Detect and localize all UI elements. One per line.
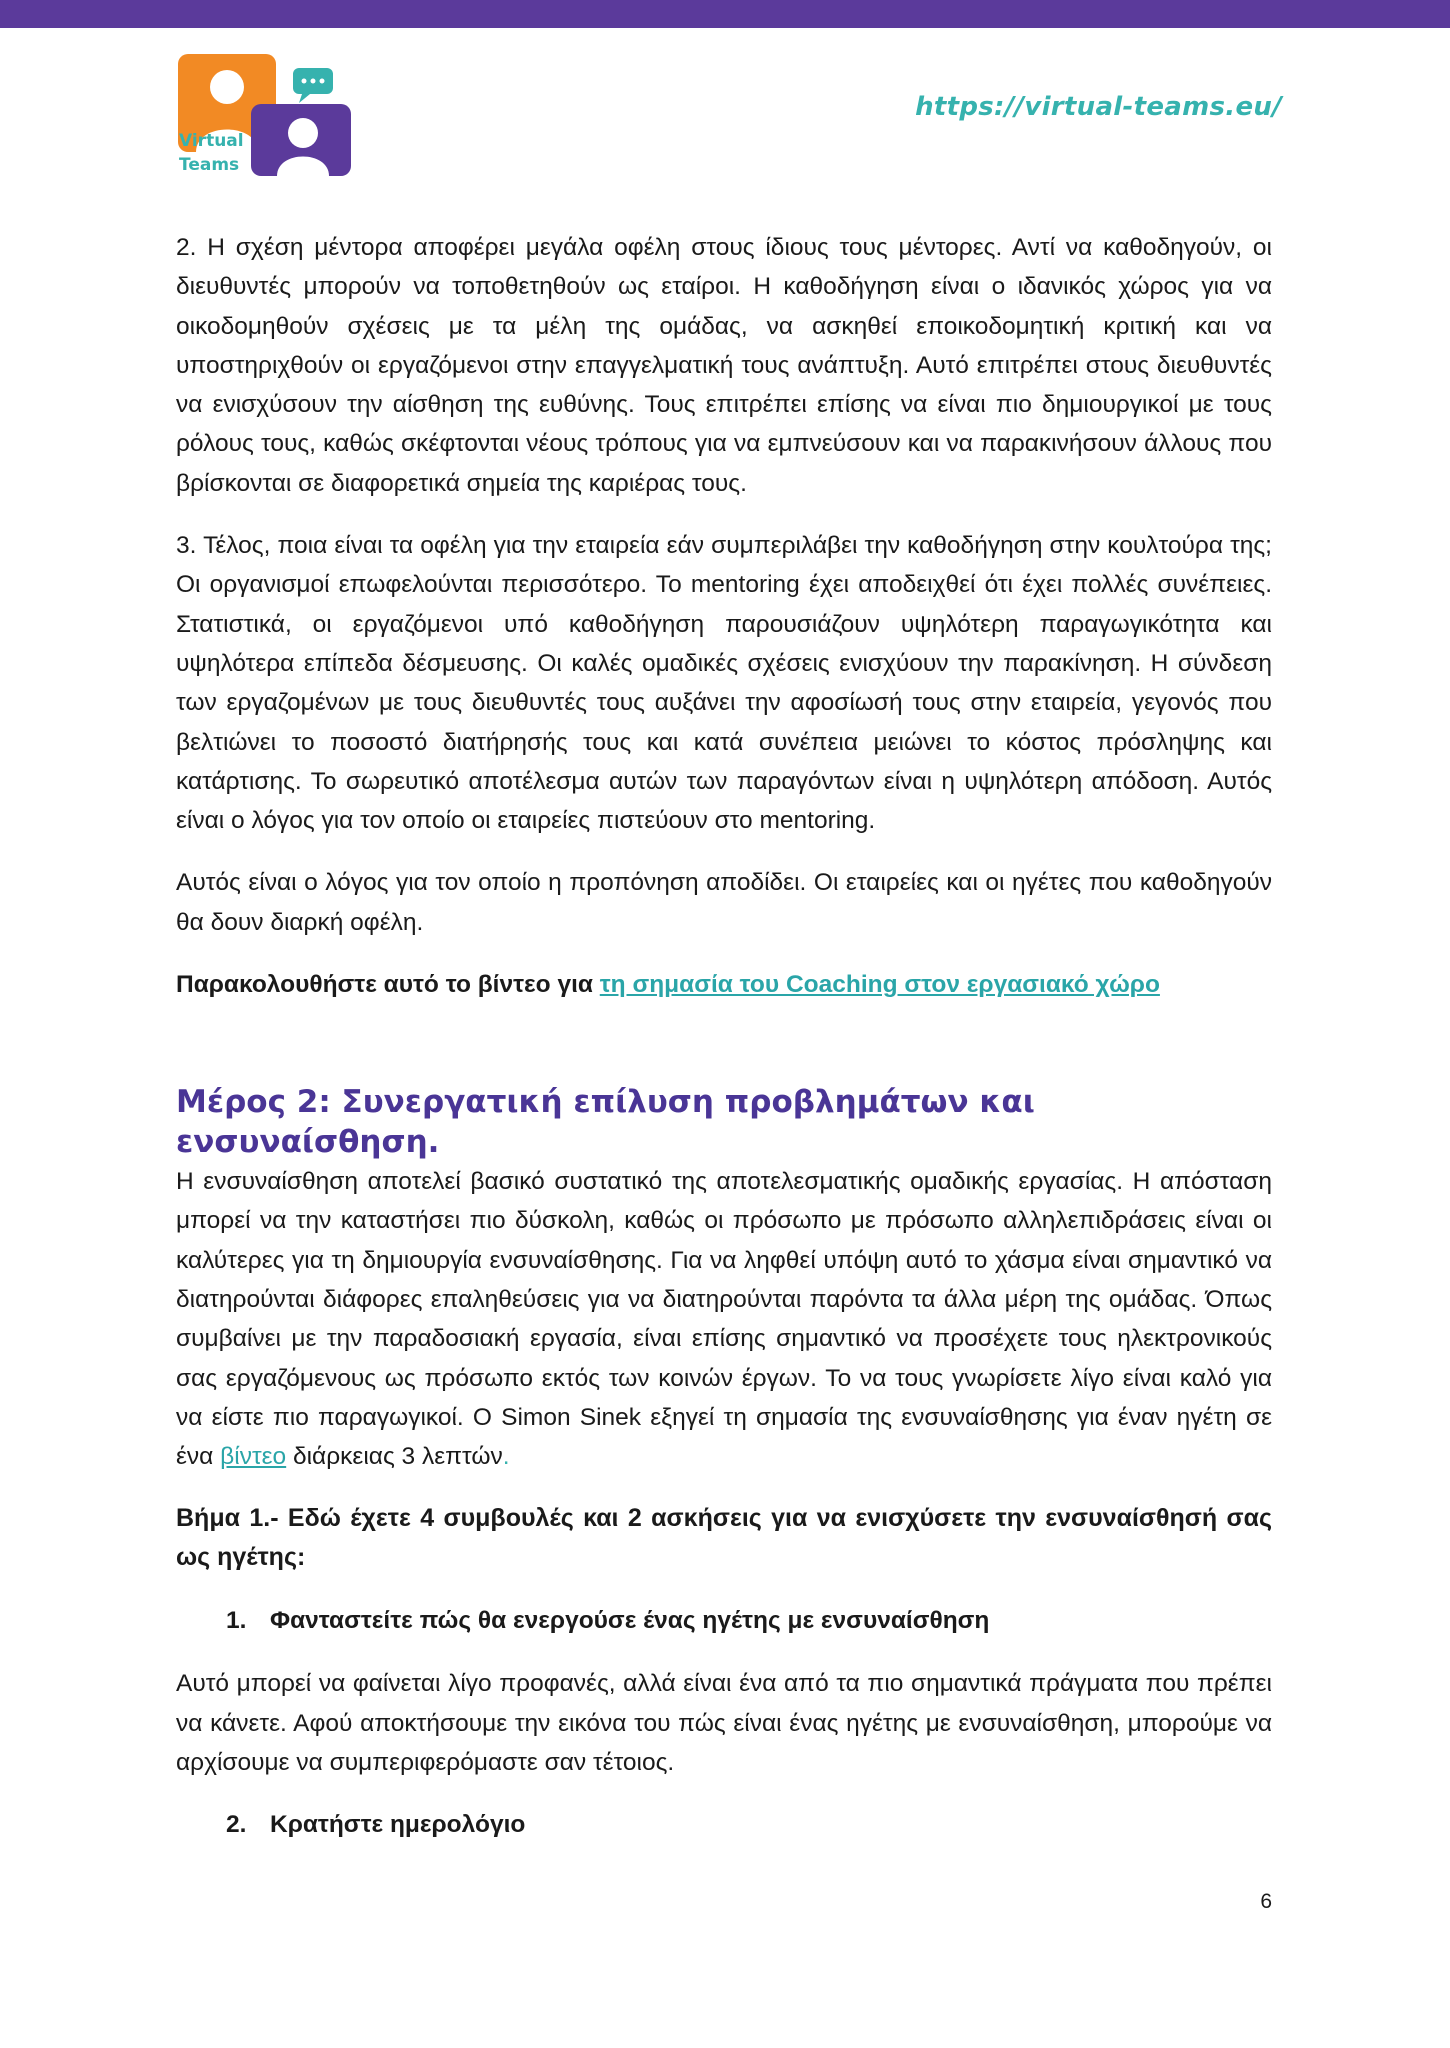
list-item-label: Κρατήστε ημερολόγιο (270, 1811, 526, 1839)
paragraph-company-benefits: 3. Τέλος, ποια είναι τα οφέλη για την εταιρεία εάν συμπεριλάβει την καθοδήγηση στην κουλτούρα της; Οι οργανισμοί επωφελούνται περισσότερο. Το mentoring έχει αποδειχθεί ότι έχει πολλές συνέπειες. Στατιστικά, οι εργαζόμενοι υπό καθοδήγηση παρουσιάζουν υψηλότερη παραγωγικότητα και υψηλότερα επίπεδα δέσμευσης. Οι καλές ομαδικές σχέσεις ενισχύουν την παρακίνηση. Η σύνδεση των εργαζομένων με τους διευθυντές τους αυξάνει την αφοσίωσή τους στην εταιρεία, γεγονός που βελτιώνει το ποσοστό διατήρησής τους και κατά συνέπεια μειώνει το κόστος πρόσληψης και κατάρτισης. Το σωρευτικό αποτέλεσμα αυτών των παραγόντων είναι η υψηλότερη απόδοση. Αυτός είναι ο λόγος για τον οποίο οι εταιρείες πιστεύουν στο mentoring. (176, 532, 1272, 835)
video-line (176, 965, 1272, 1004)
list-item-1-text: Αυτό μπορεί να φαίνεται λίγο προφανές, αλλά είναι ένα από τα πιο σημαντικά πράγματα που πρέπει να κάνετε. Αφού αποκτήσουμε την εικόνα του πώς είναι ένας ηγέτης με ενσυναίσθηση, μπορούμε να αρχίσουμε να συμπεριφερόμαστε σαν τέτοιος. (176, 1670, 1272, 1777)
logo-word-teams: Teams (179, 155, 240, 175)
paragraph-coaching-pays-off: Αυτός είναι ο λόγος για τον οποίο η προπόνηση αποδίδει. Οι εταιρείες και οι ηγέτες που καθοδηγούν θα δουν διαρκή οφέλη. (176, 869, 1272, 936)
video-line-prefix: Παρακολουθήστε αυτό το βίντεο για (176, 971, 600, 999)
section-2-body-start: Η ενσυναίσθηση αποτελεί βασικό συστατικό της αποτελεσματικής ομαδικής εργασίας. Η απόσταση μπορεί να την καταστήσει πιο δύσκολη, καθώς οι πρόσωπο με πρόσωπο αλληλεπιδράσεις είναι οι καλύτερες για τη δημιουργία ενσυναίσθησης. Για να ληφθεί υπόψη αυτό το χάσμα είναι σημαντικό να διατηρούνται διάφορες επαληθεύσεις για να διατηρούνται παρόντα τα άλλα μέρη της ομάδας. Όπως συμβαίνει με την παραδοσιακή εργασία, είναι επίσης σημαντικό να προσέχετε τους ηλεκτρονικούς σας εργαζόμενους ως πρόσωπο εκτός των κοινών έργων. Το να τους γνωρίσετε λίγο είναι καλό για να είστε πιο παραγωγικοί. Ο Simon Sinek εξηγεί τη σημασία της ενσυναίσθησης για έναν ηγέτη σε ένα (176, 1168, 1272, 1471)
section-2-body-end: διάρκειας 3 λεπτών (286, 1443, 503, 1471)
section-2-paragraph (176, 1162, 1272, 1476)
list-item-2 (176, 1805, 1272, 1844)
section-2-trailing-dot: . (502, 1443, 510, 1471)
logo-word-virtual: Virtual (179, 131, 244, 151)
list-item-label: Φανταστείτε πώς θα ενεργούσε ένας ηγέτης με ενσυναίσθηση (270, 1607, 990, 1635)
step-1-heading: Βήμα 1.- Εδώ έχετε 4 συμβουλές και 2 ασκήσεις για να ενισχύσετε την ενσυναίσθησή σας ως ηγέτης: (176, 1504, 1272, 1572)
site-url-link[interactable]: https://virtual-teams.eu/ (915, 92, 1282, 122)
page-number: 6 (1260, 1890, 1272, 1913)
simon-sinek-video-link[interactable]: βίντεο (220, 1443, 287, 1471)
list-item-number: 2. (226, 1811, 247, 1839)
document-body (176, 228, 1272, 1868)
paragraph-mentor-benefits: 2. Η σχέση μέντορα αποφέρει μεγάλα οφέλη στους ίδιους τους μέντορες. Αντί να καθοδηγούν, οι διευθυντές μπορούν να τοποθετηθούν ως εταίροι. Η καθοδήγηση είναι ο ιδανικός χώρος για να οικοδομηθούν σχέσεις με τα μέλη της ομάδας, να ασκηθεί εποικοδομητική κριτική και να υποστηριχθούν οι εργαζόμενοι στην επαγγελματική τους ανάπτυξη. Αυτό επιτρέπει στους διευθυντές να ενισχύσουν την αίσθηση της ευθύνης. Τους επιτρέπει επίσης να είναι πιο δημιουργικοί με τους ρόλους τους, καθώς σκέφτονται νέους τρόπους για να εμπνεύσουν και να παρακινήσουν άλλους που βρίσκονται σε διαφορετικά σημεία της καριέρας τους. (176, 234, 1272, 497)
list-item-number: 1. (226, 1607, 247, 1635)
virtual-teams-logo (178, 54, 353, 178)
top-color-band (0, 0, 1450, 28)
list-item-1 (176, 1601, 1272, 1640)
coaching-video-link[interactable]: τη σημασία του Coaching στον εργασιακό χώρο (599, 971, 1160, 999)
section-2-title: Μέρος 2: Συνεργατική επίλυση προβλημάτων και ενσυναίσθηση. (176, 1084, 1035, 1161)
